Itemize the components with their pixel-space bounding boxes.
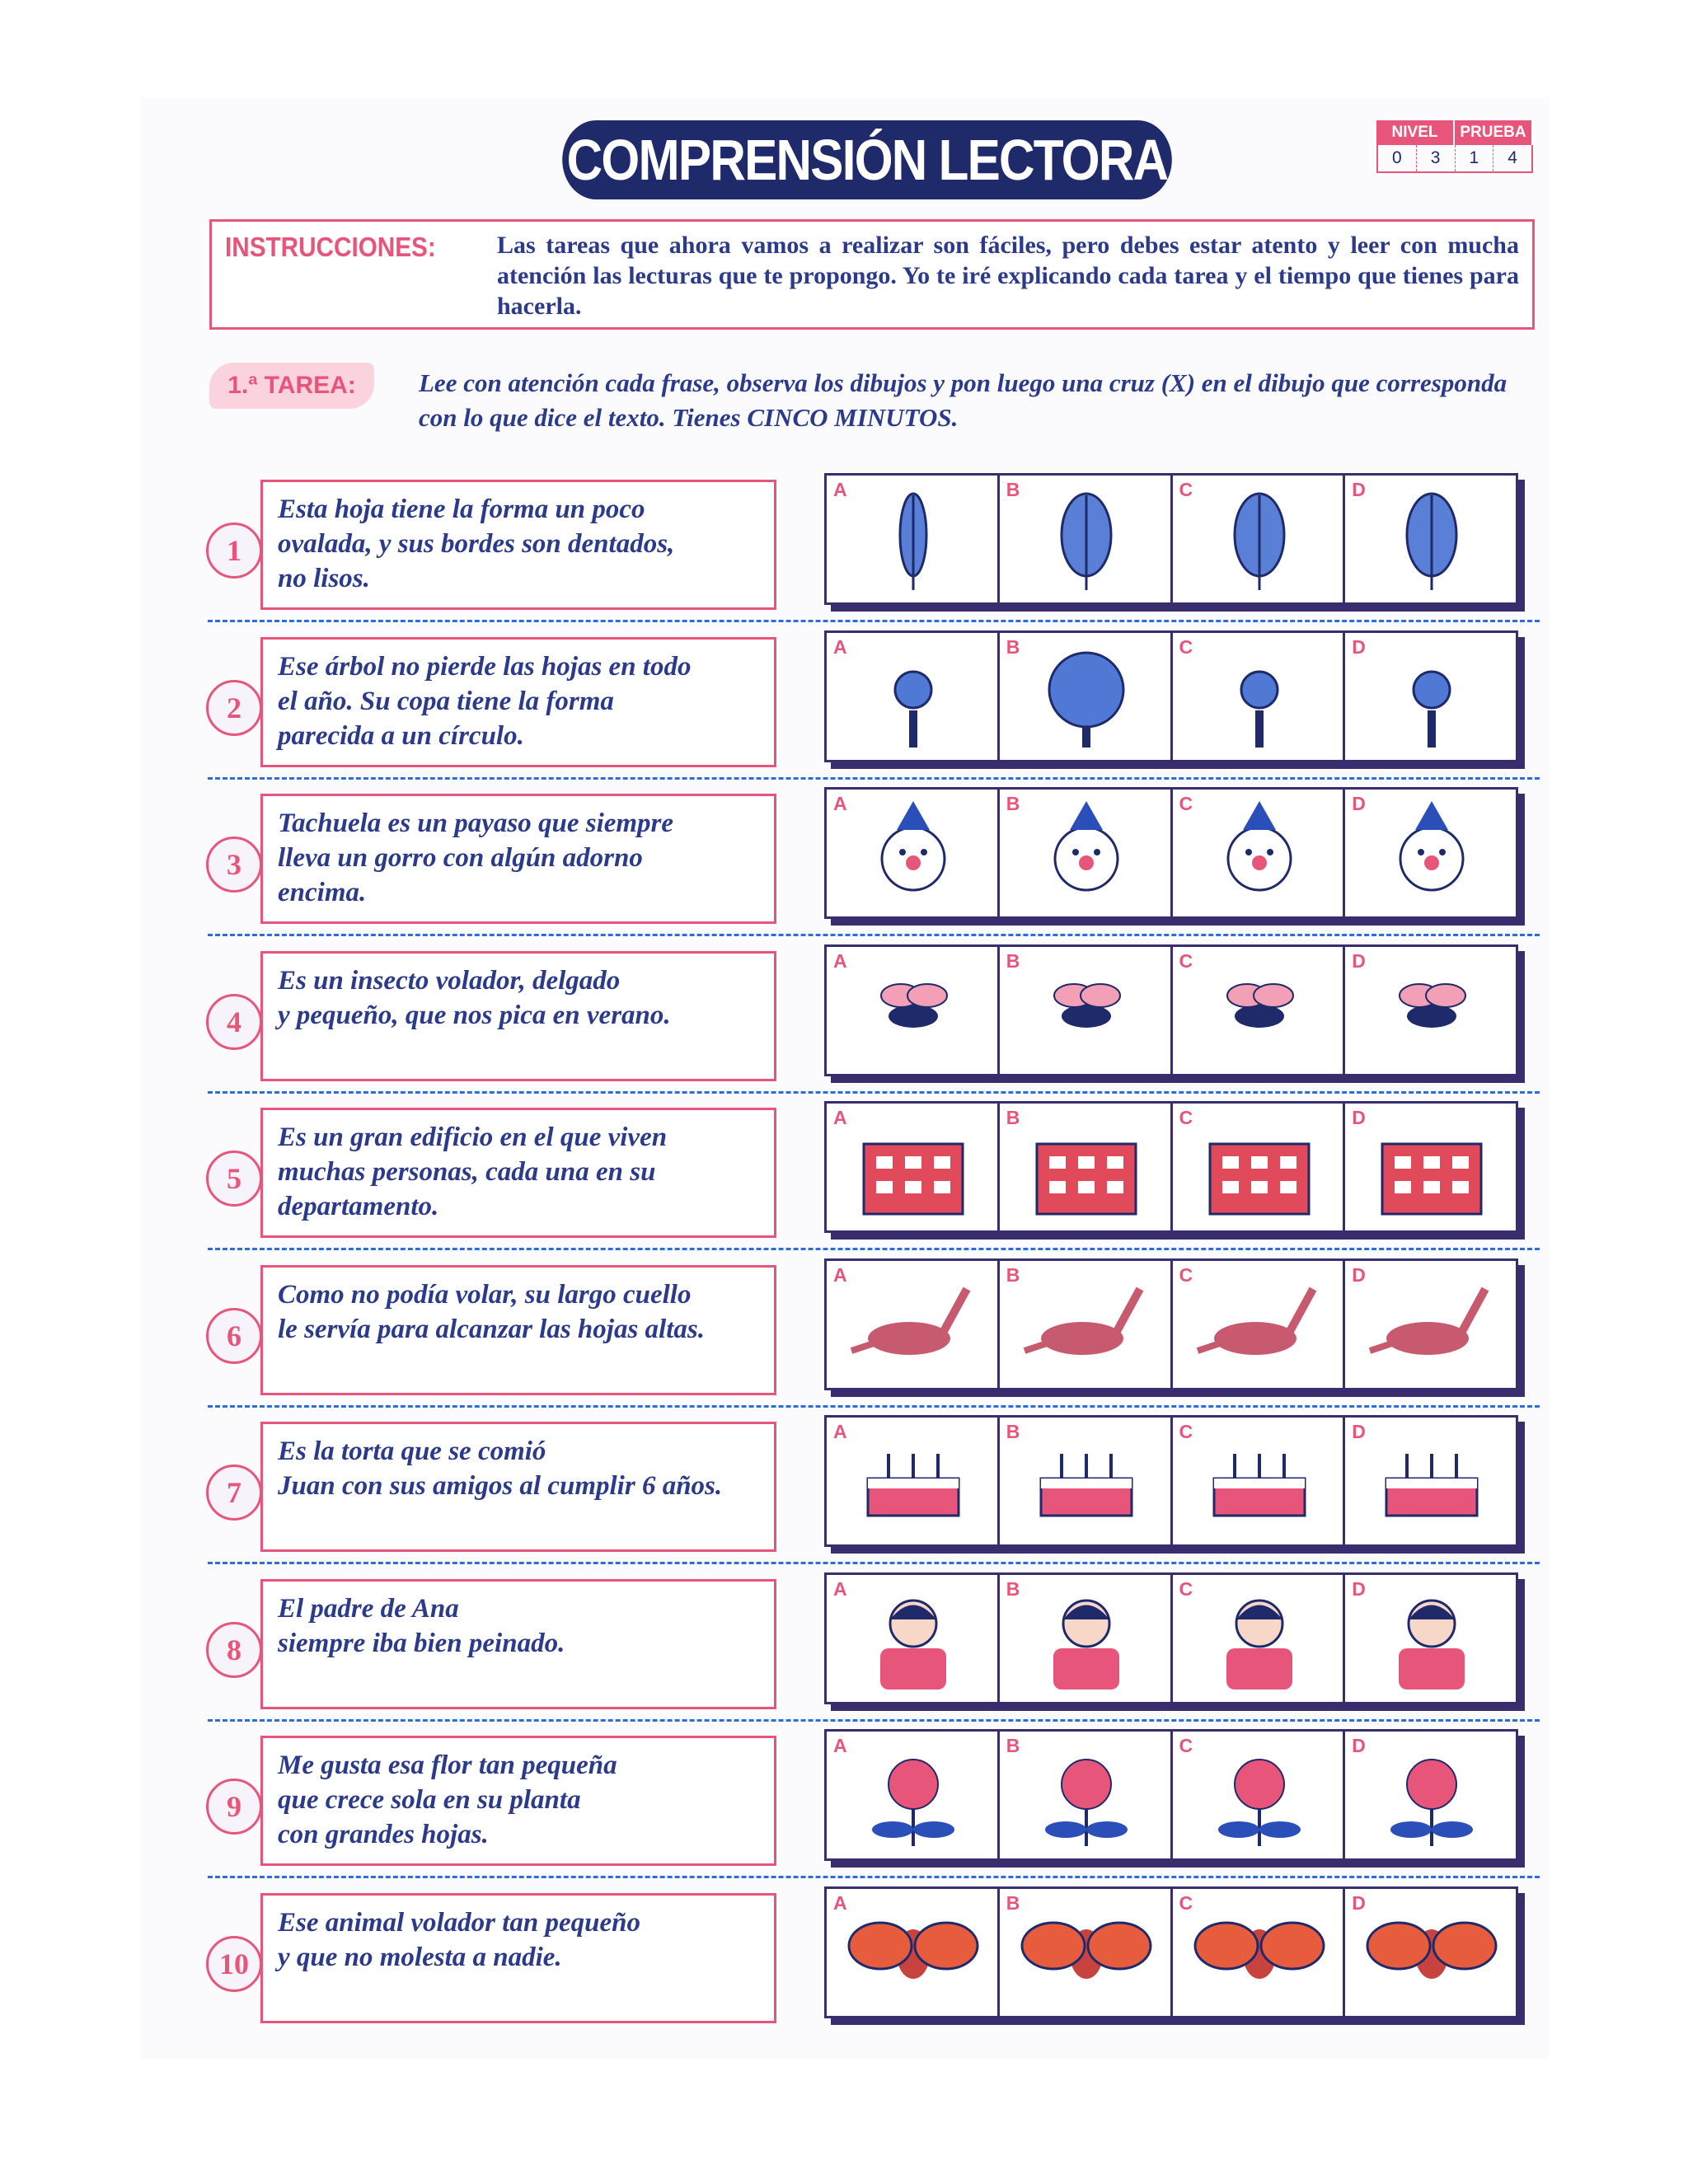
option-letter: B [1006,1421,1020,1442]
carnation-flower-icon [843,1743,983,1850]
answer-option[interactable] [827,1104,1000,1230]
question-row [206,473,1541,630]
option-letter: A [833,1263,847,1286]
option-letter: B [1006,1107,1020,1128]
question-sentence-box [260,1893,776,2023]
answer-option[interactable] [1345,790,1516,916]
question-number: 5 [206,1151,262,1207]
option-letter: D [1352,1577,1366,1600]
triceratops-icon [1189,1272,1329,1380]
option-letter: A [833,949,847,972]
option-letter: D [1352,1891,1366,1914]
answer-option[interactable] [1345,1575,1516,1702]
instructions-box [209,219,1535,330]
ankylosaur-icon [843,1272,983,1380]
option-letter: B [1006,635,1020,658]
option-letter: A [833,1891,847,1914]
question-sentence-box [260,1579,776,1709]
option-letter: B [1006,949,1020,972]
answer-option[interactable] [1345,1261,1516,1388]
answer-option[interactable] [1000,790,1173,916]
row-separator [208,1876,1540,1878]
woman-portrait-icon [843,1586,983,1694]
question-sentence: Como no podía volar, su largo cuello le servía para alcanzar las hojas altas. [278,1279,705,1344]
level-digit: 1 [1456,145,1494,171]
answer-options [824,787,1518,919]
option-letter: D [1352,1735,1366,1756]
question-sentence: Ese árbol no pierde las hojas en todo el año. Su copa tiene la forma parecida a un círculo. [278,651,692,751]
level-digit: 3 [1417,145,1456,171]
option-letter: B [1006,1577,1020,1600]
answer-option[interactable] [1173,476,1346,602]
answer-option[interactable] [1173,633,1346,760]
flea-icon [1189,958,1329,1066]
option-letter: A [833,793,847,814]
bumblebee-icon [1189,1900,1329,2008]
question-number: 4 [206,994,262,1050]
answer-option[interactable] [827,947,1000,1074]
combed-hair-man-icon [1362,1586,1502,1694]
instructions-label: INSTRUCCIONES: [225,232,436,262]
answer-options [824,1572,1518,1704]
row-separator [208,1248,1540,1250]
question-sentence: El padre de Ana siempre iba bien peinado. [278,1593,565,1658]
mosquito-icon [1362,958,1502,1066]
messy-hair-man-icon [1189,1586,1329,1694]
option-letter: C [1179,1107,1193,1128]
cake-five-candles-icon [843,1429,983,1536]
answer-option[interactable] [1173,1104,1346,1230]
bald-man-icon [1016,1586,1156,1694]
answer-options [824,630,1518,762]
answer-option[interactable] [1345,476,1516,602]
question-sentence: Tachuela es un payaso que siempre lleva un gorro con algún adorno encima. [278,808,674,907]
question-row [206,1101,1541,1258]
answer-option[interactable] [1000,947,1173,1074]
question-number: 2 [206,680,262,736]
question-row [206,1258,1541,1415]
question-row [206,630,1541,787]
question-sentence-box [260,1265,776,1395]
question-sentence-box [260,1736,776,1866]
option-letter: C [1179,949,1193,972]
answer-option[interactable] [1000,1732,1173,1858]
question-number: 9 [206,1779,262,1835]
answer-option[interactable] [1345,1104,1516,1230]
row-separator [208,1091,1540,1094]
option-letter: C [1179,479,1193,500]
answer-option[interactable] [827,1889,1000,2016]
question-row [206,944,1541,1101]
cake-six-candles-icon [1362,1429,1502,1536]
question-number: 1 [206,523,262,579]
answer-option[interactable] [1173,1261,1346,1388]
answer-option[interactable] [1173,947,1346,1074]
answer-option[interactable] [827,1732,1000,1858]
answer-option[interactable] [1173,1889,1346,2016]
bird-on-branch-icon [1016,1900,1156,2008]
question-number: 8 [206,1622,262,1678]
cake-many-candles-icon [1016,1429,1156,1536]
answer-option[interactable] [827,476,1000,602]
option-letter: A [833,1577,847,1600]
pterosaur-icon [1016,1272,1156,1380]
option-letter: D [1352,479,1366,500]
answer-options [824,1415,1518,1547]
question-row [206,1415,1541,1572]
answer-option[interactable] [827,790,1000,916]
option-letter: D [1352,635,1366,658]
apartment-building-icon [1189,1115,1329,1222]
answer-option[interactable] [1000,476,1173,602]
question-sentence: Me gusta esa flor tan pequeña que crece sola en su planta con grandes hojas. [278,1750,617,1849]
red-hair-clown-icon [1362,801,1502,908]
question-row [206,1886,1541,2043]
option-letter: A [833,1107,847,1128]
page-title: COMPRENSIÓN LECTORA [562,120,1172,199]
answer-option[interactable] [827,1575,1000,1702]
option-letter: B [1006,1263,1020,1286]
answer-option[interactable] [1345,1732,1516,1858]
question-number: 10 [206,1936,262,1992]
question-sentence: Es un insecto volador, delgado y pequeño, que nos pica en verano. [278,965,671,1030]
answer-option[interactable] [1000,1575,1173,1702]
answer-option[interactable] [827,1261,1000,1388]
option-letter: A [833,1421,847,1442]
question-number: 6 [206,1308,262,1364]
small-white-flowers-icon [1362,1743,1502,1850]
question-sentence-box [260,794,776,924]
question-row [206,1572,1541,1729]
round-tree-icon [1016,644,1156,752]
small-hat-clown-icon [1189,801,1329,908]
low-house-icon [1362,1115,1502,1222]
answer-option[interactable] [1173,1418,1346,1544]
answer-options [824,944,1518,1076]
answer-option[interactable] [1345,1418,1516,1544]
single-flower-icon [1189,1743,1329,1850]
option-letter: C [1179,635,1193,658]
option-letter: C [1179,1263,1193,1286]
serrated-oval-leaf-icon [1189,487,1329,594]
answer-option[interactable] [1345,633,1516,760]
option-letter: D [1352,793,1366,814]
option-letter: C [1179,1577,1193,1600]
question-sentence: Ese animal volador tan pequeño y que no molesta a nadie. [278,1907,641,1972]
bare-tree-icon [1362,644,1502,752]
narrow-leaf-icon [843,487,983,594]
question-sentence: Es la torta que se comió Juan con sus amigos al cumplir 6 años. [278,1436,723,1501]
question-sentence: Es un gran edificio en el que viven muchas personas, cada una en su departamento. [278,1122,668,1221]
pointed-hat-clown-icon [843,801,983,908]
row-separator [208,1562,1540,1564]
row-separator [208,777,1540,780]
monarch-butterfly-icon [843,1900,983,2008]
option-letter: A [833,635,847,658]
answer-options [824,1886,1518,2018]
white-flowers-icon [1016,1743,1156,1850]
rooster-icon [1362,1900,1502,2008]
answer-option[interactable] [1000,1261,1173,1388]
option-letter: B [1006,1891,1020,1914]
question-number: 3 [206,837,262,893]
option-letter: B [1006,479,1020,500]
instructions-text: Las tareas que ahora vamos a realizar son fáciles, pero debes estar atento y leer con mucha atención las lecturas que te propongo. Yo te iré explicando cada tarea y el tiempo que tienes para hacerla. [497,232,1519,320]
answer-options [824,1101,1518,1233]
row-separator [208,934,1540,936]
cypress-tree-icon [1189,644,1329,752]
answer-option[interactable] [1345,1889,1516,2016]
option-letter: B [1006,793,1020,814]
museum-building-icon [1016,1115,1156,1222]
worksheet-page [140,97,1550,2059]
answer-option[interactable] [1000,633,1173,760]
answer-option[interactable] [1345,947,1516,1074]
curly-hair-clown-icon [1016,801,1156,908]
bee-icon [843,958,983,1066]
question-sentence-box [260,1108,776,1238]
option-letter: D [1352,949,1366,972]
cake-three-candles-icon [1189,1429,1329,1536]
option-letter: D [1352,1263,1366,1286]
option-letter: B [1006,1735,1020,1756]
answer-option[interactable] [1173,790,1346,916]
answer-option[interactable] [1000,1418,1173,1544]
question-number: 7 [206,1465,262,1521]
answer-option[interactable] [1173,1575,1346,1702]
question-sentence-box [260,480,776,610]
option-letter: D [1352,1107,1366,1128]
task-text: Lee con atención cada frase, observa los dibujos y pon luego una cruz (X) en el dibujo que corresponda con lo que dice el texto. Tienes CINCO MINUTOS. [419,368,1507,432]
option-letter: A [833,1735,847,1756]
level-digit: 4 [1507,148,1517,167]
option-letter: C [1179,1735,1193,1756]
answer-option[interactable] [1173,1732,1346,1858]
answer-options [824,1258,1518,1390]
question-sentence-box [260,1422,776,1552]
option-letter: C [1179,1891,1193,1914]
prueba-label: PRUEBA [1455,120,1531,145]
nivel-label: NIVEL [1376,120,1453,145]
question-row [206,787,1541,944]
answer-option[interactable] [1000,1889,1173,2016]
oval-leaf-icon [1016,487,1156,594]
question-row [206,1729,1541,1886]
church-building-icon [843,1115,983,1222]
lobed-leaf-icon [1362,487,1502,594]
option-letter: C [1179,1421,1193,1442]
long-neck-dinosaur-icon [1362,1272,1502,1380]
option-letter: C [1179,793,1193,814]
answer-options [824,473,1518,605]
question-sentence-box [260,637,776,767]
answer-option[interactable] [827,633,1000,760]
answer-options [824,1729,1518,1861]
pine-tree-icon [843,644,983,752]
option-letter: D [1352,1421,1366,1442]
row-separator [208,620,1540,622]
row-separator [208,1405,1540,1408]
answer-option[interactable] [1000,1104,1173,1230]
answer-option[interactable] [827,1418,1000,1544]
level-box [1376,120,1533,175]
question-sentence: Esta hoja tiene la forma un poco ovalada, y sus bordes son dentados, no lisos. [278,494,675,593]
option-letter: A [833,479,847,500]
row-separator [208,1719,1540,1722]
task-label: 1.ª TAREA: [209,363,374,409]
level-digit: 0 [1378,145,1417,171]
butterfly-icon [1016,958,1156,1066]
question-sentence-box [260,951,776,1081]
